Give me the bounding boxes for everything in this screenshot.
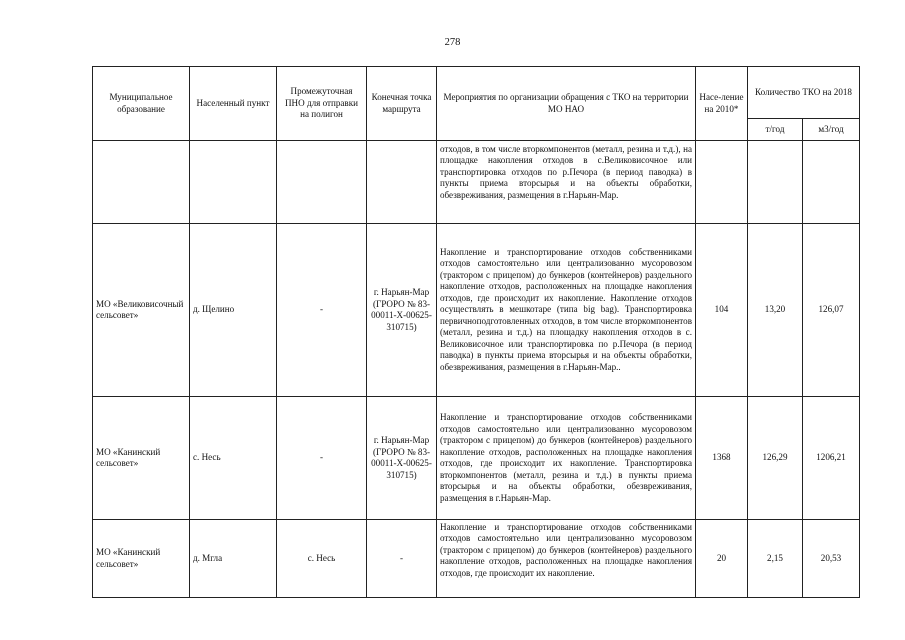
cell-municipality	[93, 141, 190, 224]
cell-municipality: МО «Канинский сельсовет»	[93, 397, 190, 520]
cell-settlement: д. Мгла	[190, 520, 277, 598]
cell-settlement	[190, 141, 277, 224]
cell-endpoint: г. Нарьян-Мар (ГРОРО № 83-00011-Х-00625-310715)	[367, 224, 437, 397]
cell-activities: Накопление и транспортирование отходов собственниками отходов самостоятельно или централизованно мусоровозом (трактором с прицепом) до бункеров (контейнеров) раздельного накопление отходов, расположенных на площадке накопления отходов, где происходит их накопление. Накопление отходов осуществлять в мешкотаре (типа big bag). Транспортировка первичноподготовленных отходов, в том числе вторкомпонентов (металл, резина и т.д.) на площадку накопления отходов в с. Великовисочное или транспортировка по р.Печора (в период паводка) в пункты приема вторсырья и на объекты обработки, обезвреживания, размещения в г.Нарьян-Мар..	[437, 224, 696, 397]
header-row	[93, 67, 860, 119]
cell-m3: 1206,21	[803, 397, 860, 520]
cell-endpoint: -	[367, 520, 437, 598]
cell-tons	[748, 141, 803, 224]
table-row	[93, 224, 860, 397]
cell-m3: 20,53	[803, 520, 860, 598]
header-endpoint: Конечная точка маршрута	[367, 67, 437, 141]
cell-settlement: с. Несь	[190, 397, 277, 520]
cell-intermediate: с. Несь	[277, 520, 367, 598]
header-settlement: Населенный пункт	[190, 67, 277, 141]
cell-m3: 126,07	[803, 224, 860, 397]
header-municipality: Муниципальное образование	[93, 67, 190, 141]
cell-population: 1368	[696, 397, 748, 520]
activities-text: отходов, в том числе вторкомпонентов (металл, резина и т.д.), на площадке накопления отходов в с.Великовисочное или транспортировка отходов по р.Печора (в период паводка) в пункты приема вторсырья и на объекты обработки, обезвреживания, размещения в г.Нарьян-Мар.	[440, 143, 692, 200]
cell-tons: 13,20	[748, 224, 803, 397]
cell-endpoint	[367, 141, 437, 224]
cell-tons: 126,29	[748, 397, 803, 520]
header-activities: Мероприятия по организации обращения с ТКО на территории МО НАО	[437, 67, 696, 141]
table-row	[93, 141, 860, 224]
cell-municipality: МО «Великовисочный сельсовет»	[93, 224, 190, 397]
cell-settlement: д. Щелино	[190, 224, 277, 397]
cell-tons: 2,15	[748, 520, 803, 598]
cell-municipality: МО «Канинский сельсовет»	[93, 520, 190, 598]
cell-population	[696, 141, 748, 224]
header-population: Насе-ление на 2010*	[696, 67, 748, 141]
table-row	[93, 397, 860, 520]
cell-m3	[803, 141, 860, 224]
cell-intermediate: -	[277, 397, 367, 520]
header-unit-tons: т/год	[748, 119, 803, 141]
cell-population: 104	[696, 224, 748, 397]
cell-endpoint: г. Нарьян-Мар (ГРОРО № 83-00011-Х-00625-310715)	[367, 397, 437, 520]
cell-intermediate: -	[277, 224, 367, 397]
table-row	[93, 520, 860, 598]
cell-intermediate	[277, 141, 367, 224]
cell-activities: Накопление и транспортирование отходов собственниками отходов самостоятельно или централизованно мусоровозом (трактором с прицепом) до бункеров (контейнеров) раздельного накопление отходов, расположенных на площадке накопления отходов, где происходит их накопление. Транспортировка вторкомпонентов (металл, резина и т.д.) в пункты приема вторсырья и на объекты обработки, обезвреживания, размещения в г.Нарьян-Мар.	[437, 397, 696, 520]
cell-activities	[437, 141, 696, 224]
header-unit-m3: м3/год	[803, 119, 860, 141]
header-tko-quantity: Количество ТКО на 2018	[748, 67, 860, 119]
page-number: 278	[444, 37, 461, 48]
tko-table	[92, 66, 860, 598]
activities-text: Накопление и транспортирование отходов собственниками отходов самостоятельно или централизованно мусоровозом (трактором с прицепом) до бункеров (контейнеров) раздельного накопление отходов, расположенных на площадке накопления отходов, где происходит их накопление.	[440, 521, 692, 578]
cell-activities	[437, 520, 696, 598]
cell-population: 20	[696, 520, 748, 598]
header-intermediate: Промежуточная ПНО для отправки на полигон	[277, 67, 367, 141]
